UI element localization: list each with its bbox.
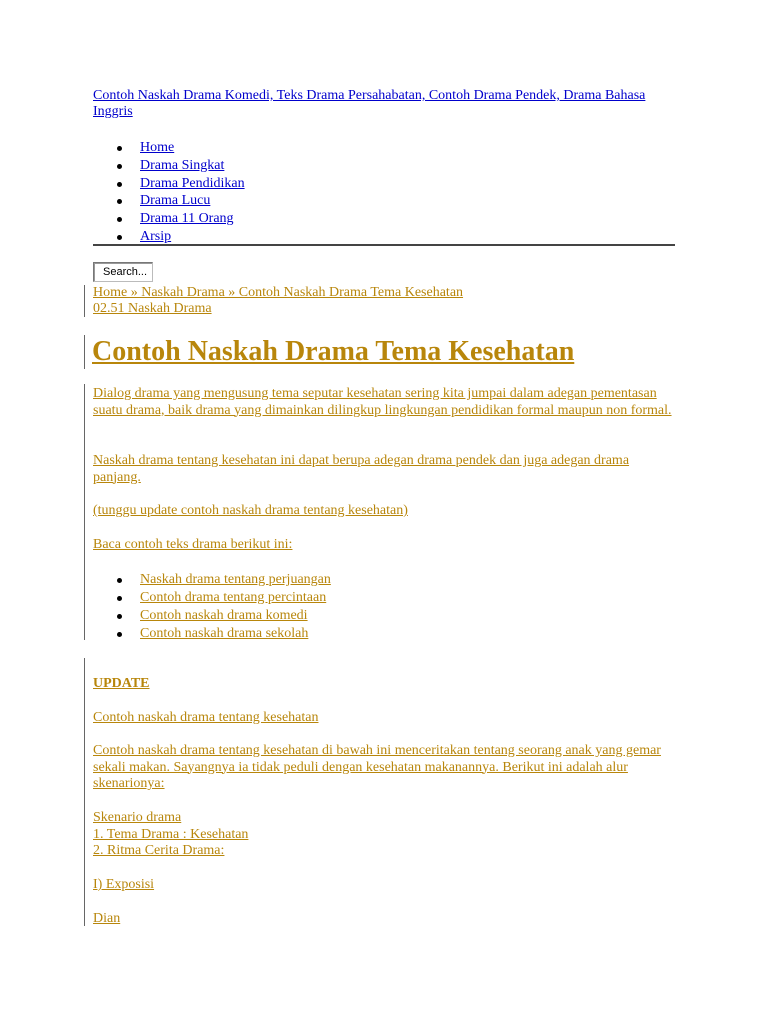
speaker-name [93,911,678,928]
nav-item-drama-pendidikan [93,175,675,193]
paragraph-4-link[interactable]: Baca contoh teks drama berikut ini: [93,537,293,552]
nav-link-drama-singkat[interactable]: Drama Singkat [140,157,225,173]
related-item [93,571,331,589]
post-paragraph-2 [93,453,678,486]
scenario-block [93,810,678,860]
content-border-upper [84,384,85,640]
update-subtitle [93,710,678,727]
post-title-link[interactable]: Contoh Naskah Drama Tema Kesehatan [92,336,575,367]
nav-link-drama-lucu[interactable]: Drama Lucu [140,193,211,209]
update-intro-link[interactable]: Contoh naskah drama tentang kesehatan di bawah ini menceritakan tentang seorang anak yang gemar sekali makan. Sayangnya ia tidak peduli dengan kesehatan makanannya. Berikut ini adalah alur skenarionya: [93,743,661,791]
update-heading-link[interactable]: UPDATE [93,676,150,691]
speaker-dian-link[interactable]: Dian [93,911,121,926]
related-link-sekolah[interactable]: Contoh naskah drama sekolah [140,626,309,641]
content-border-lower [84,658,85,926]
breadcrumb-border [84,285,85,317]
post-paragraph-4 [93,537,678,554]
scenario-line-2-link[interactable]: 2. Ritma Cerita Drama: [93,843,225,858]
nav-link-home[interactable]: Home [140,140,175,155]
title-border [84,335,85,369]
related-item [93,589,331,607]
nav-link-drama-pendidikan[interactable]: Drama Pendidikan [140,175,245,191]
nav-item-drama-11-orang [93,210,675,228]
related-link-komedi[interactable]: Contoh naskah drama komedi [140,608,308,623]
related-item [93,625,331,643]
section-exposisi-link[interactable]: I) Exposisi [93,877,155,892]
main-nav [93,139,675,246]
nav-link-drama-11-orang[interactable]: Drama 11 Orang [140,211,234,227]
related-link-perjuangan[interactable]: Naskah drama tentang perjuangan [140,572,331,587]
search-input[interactable]: Search... [93,262,153,282]
update-subtitle-link[interactable]: Contoh naskah drama tentang kesehatan [93,710,319,725]
post-title [92,334,574,370]
paragraph-3-link[interactable]: (tunggu update contoh naskah drama tentang kesehatan) [93,503,408,518]
breadcrumb-link[interactable]: Home » Naskah Drama » Contoh Naskah Drama Tema Kesehatan [93,285,464,300]
nav-divider [93,244,675,246]
related-item [93,607,331,625]
paragraph-1-link[interactable]: Dialog drama yang mengusung tema seputar kesehatan sering kita jumpai dalam adegan pementasan suatu drama, baik drama yang dimainkan dilingkup lingkungan pendidikan formal maupun non formal. [93,386,672,418]
related-link-percintaan[interactable]: Contoh drama tentang percintaan [140,590,327,605]
nav-link-arsip[interactable]: Arsip [140,228,172,244]
scenario-heading-link[interactable]: Skenario drama [93,810,182,825]
scenario-line-1-link[interactable]: 1. Tema Drama : Kesehatan [93,826,249,842]
post-paragraph-1 [93,386,678,419]
update-heading [93,676,678,693]
post-meta-link[interactable]: 02.51 Naskah Drama [93,301,212,316]
paragraph-2-link[interactable]: Naskah drama tentang kesehatan ini dapat berupa adegan drama pendek dan juga adegan drama panjang. [93,453,630,485]
related-links [93,571,331,643]
update-intro [93,743,678,793]
post-paragraph-3 [93,503,678,520]
nav-item-drama-lucu [93,192,675,210]
section-heading [93,877,678,894]
site-title-link[interactable]: Contoh Naskah Drama Komedi, Teks Drama Persahabatan, Contoh Drama Pendek, Drama Bahasa Inggris [93,88,646,119]
nav-item-drama-singkat [93,157,675,175]
nav-item-home [93,139,675,157]
breadcrumb [93,285,463,317]
